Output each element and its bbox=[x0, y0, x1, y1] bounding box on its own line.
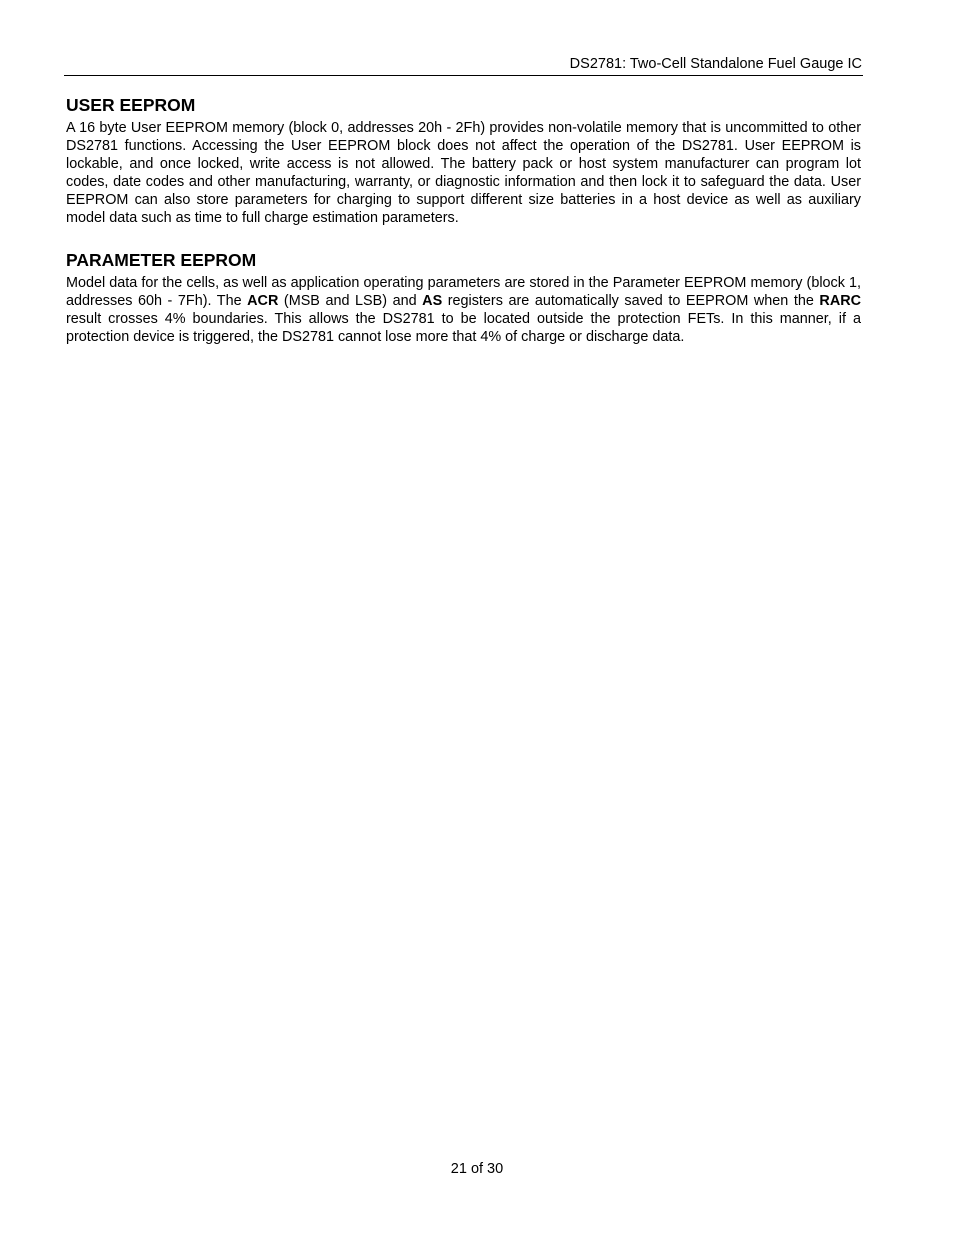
section-body-user-eeprom: A 16 byte User EEPROM memory (block 0, addresses 20h - 2Fh) provides non-volatile memory that is uncommitted to other DS2781 functions. Accessing the User EEPROM block does not affect the operation of the DS2781. User EEPROM is lockable, and once locked, write access is not allowed. The battery pack or host system manufacturer can program lot codes, date codes and other manufacturing, warranty, or diagnostic information and then lock it to safeguard the data. User EEPROM can also store parameters for charging to support different size batteries in a host device as well as auxiliary model data such as time to full charge estimation parameters. bbox=[66, 120, 861, 227]
section-heading-parameter-eeprom: PARAMETER EEPROM bbox=[66, 250, 257, 270]
section-body-parameter-eeprom bbox=[66, 274, 861, 346]
register-name-acr: ACR bbox=[247, 293, 279, 310]
body-text: registers are automatically saved to EEPROM when the bbox=[442, 293, 820, 310]
header-divider bbox=[64, 75, 863, 76]
section-heading-user-eeprom: USER EEPROM bbox=[66, 95, 196, 115]
section-parameter-eeprom bbox=[66, 250, 861, 346]
running-header: DS2781: Two-Cell Standalone Fuel Gauge IC bbox=[569, 56, 862, 72]
page-number: 21 of 30 bbox=[450, 1161, 504, 1177]
body-text: (MSB and LSB) and bbox=[278, 293, 423, 310]
register-name-as: AS bbox=[422, 293, 443, 310]
register-name-rarc: RARC bbox=[819, 293, 861, 310]
section-user-eeprom bbox=[66, 95, 861, 228]
body-text: Model data for the cells, as well as application operating parameters are stored in the Parameter EEPROM memory (block 1, addresses 60h - 7Fh). The bbox=[66, 275, 861, 310]
body-text: result crosses 4% boundaries. This allows the DS2781 to be located outside the protection FETs. In this manner, if a protection device is triggered, the DS2781 cannot lose more that 4% of charge or discharge data. bbox=[66, 311, 861, 346]
